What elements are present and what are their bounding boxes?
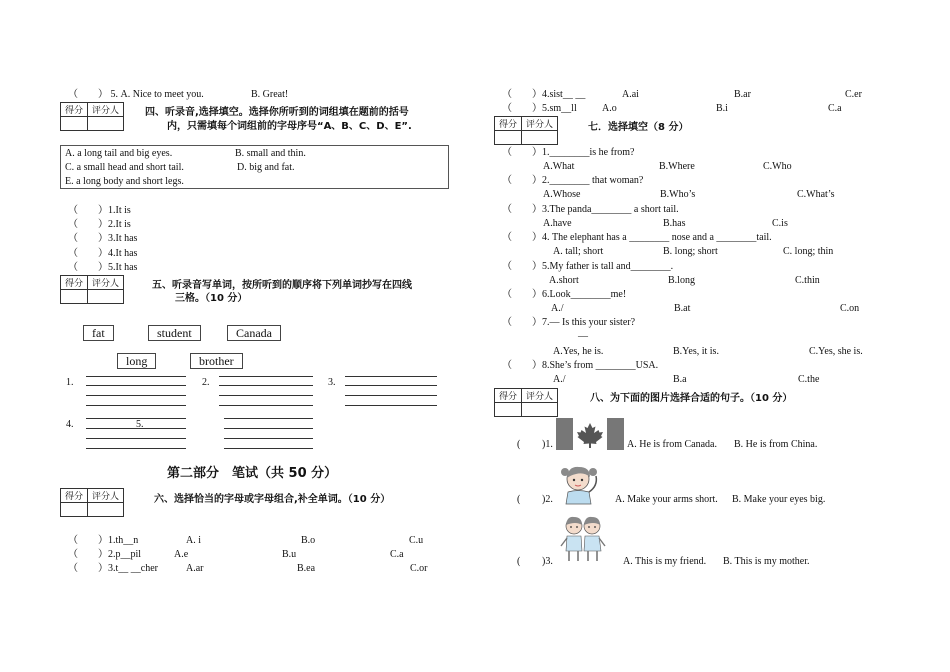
- part2-title: 第二部分 笔试（共 50 分）: [167, 466, 338, 481]
- blank-num: 3.: [328, 377, 336, 388]
- sec4-heading-line2: 内，只需填每个词组前的字母序号“A、B、C、D、E”.: [167, 121, 412, 132]
- sec7-item-c: C.Yes, she is.: [809, 346, 863, 357]
- grader-cell[interactable]: [522, 131, 558, 145]
- sec4-item: （ ）1.It is: [68, 205, 131, 216]
- sec6-item-q: （ ）4.sist__ __: [502, 89, 586, 100]
- sec7-item-q: （ ）5.My father is tall and________.: [502, 261, 674, 272]
- sec7-item-q: （ ）2.________ that woman?: [502, 175, 644, 186]
- score-box-sec7: 得分 评分人: [494, 116, 558, 145]
- grader-cell[interactable]: [88, 290, 124, 304]
- word-box: Canada: [227, 325, 281, 341]
- sec6-item-a: A.ar: [186, 563, 204, 574]
- sec6-item-b: B.ar: [734, 89, 751, 100]
- sec6-item-a: A. i: [186, 535, 201, 546]
- sec7-item-b: B.a: [673, 374, 687, 385]
- blank-num: 2.: [202, 377, 210, 388]
- sec7-item-c: C.thin: [795, 275, 820, 286]
- sec7-item-q: （ ）1.________is he from?: [502, 147, 635, 158]
- sec7-item-q: （ ）7.— Is this your sister?: [502, 317, 636, 328]
- sec7-item-q: （ ）6.Look________me!: [502, 289, 627, 300]
- grader-cell[interactable]: [522, 403, 558, 417]
- sec4-item: （ ）3.It has: [68, 233, 138, 244]
- canada-flag-icon: [556, 418, 624, 450]
- sec7-item-b: B.Where: [659, 161, 695, 172]
- sec8-heading: 八、为下面的图片选择合适的句子。（10 分）: [590, 393, 793, 404]
- sec6-item-q: （ ）1.th__n: [68, 535, 139, 546]
- score-cell[interactable]: [61, 117, 88, 131]
- sec7-item-c: C.Who: [763, 161, 792, 172]
- sec6-item-a: A.e: [174, 549, 189, 560]
- sec6-item-c: C.a: [828, 103, 842, 114]
- sec7-item-b: B.has: [663, 218, 686, 229]
- sec7-item-b: B. long; short: [663, 246, 718, 257]
- word-box: student: [148, 325, 201, 341]
- sec4-item: （ ）2.It is: [68, 219, 131, 230]
- sec7-item-c: C.on: [840, 303, 860, 314]
- q5-listen: （ ） 5. A. Nice to meet you.: [68, 89, 204, 100]
- answer-paren[interactable]: （ ）: [68, 89, 108, 100]
- sec4-option-c: C. a small head and short tail.: [65, 162, 184, 173]
- sec7-item-a: A.short: [549, 275, 579, 286]
- score-box-sec6: 得分 评分人: [60, 488, 124, 517]
- sec7-item-a: A. tall; short: [553, 246, 604, 257]
- score-box-sec5: 得分 评分人: [60, 275, 124, 304]
- sec7-item-b: B.Who’s: [660, 189, 696, 200]
- sec7-item-a: A.have: [543, 218, 572, 229]
- sec4-item: （ ）5.It has: [68, 262, 138, 273]
- sec8-paren[interactable]: (: [517, 439, 521, 450]
- sec8-num: )3.: [542, 556, 553, 567]
- score-box-sec4: [60, 102, 124, 131]
- sec7-item-b: B.long: [668, 275, 695, 286]
- sec7-item-a: A.What: [543, 161, 575, 172]
- score-cell[interactable]: [61, 290, 88, 304]
- sec7-item-q2: —: [578, 331, 588, 342]
- sec6-item-a: A.o: [602, 103, 617, 114]
- girl-illustration-icon: [556, 462, 606, 506]
- sec6-item-q: （ ）2.p__pil: [68, 549, 142, 560]
- sec8-num: )1.: [542, 439, 553, 450]
- sec7-item-q: （ ）4. The elephant has a ________ nose and a ________tail.: [502, 232, 772, 243]
- sec7-item-c: C. long; thin: [783, 246, 834, 257]
- sec6-item-c: C.u: [409, 535, 424, 546]
- sec5-heading-line1: 五、听录音写单词，按所听到的顺序将下列单词抄写在四线: [152, 280, 412, 291]
- sec7-item-a: A./: [551, 303, 564, 314]
- word-box: long: [117, 353, 156, 369]
- sec7-item-b: B.at: [674, 303, 691, 314]
- sec6-item-q: （ ）5.sm__ll: [502, 103, 577, 114]
- word-box: fat: [83, 325, 114, 341]
- sec7-item-a: A./: [553, 374, 566, 385]
- sec7-heading: 七．选择填空（8 分）: [588, 122, 689, 133]
- sec7-item-c: C.is: [772, 218, 788, 229]
- sec7-item-q: （ ）8.She’s from ________USA.: [502, 360, 659, 371]
- sec8-option-b: B. Make your eyes big.: [732, 494, 826, 505]
- sec8-paren[interactable]: (: [517, 556, 521, 567]
- grader-cell[interactable]: [88, 117, 124, 131]
- sec8-option-b: B. He is from China.: [734, 439, 818, 450]
- score-cell[interactable]: [495, 131, 522, 145]
- blank-num: 4.: [66, 419, 74, 430]
- sec4-heading-line1: 四、听录音,选择填空。选择你所听到的词组填在题前的括号: [145, 107, 409, 118]
- sec7-item-c: C.What’s: [797, 189, 835, 200]
- sec7-item-c: C.the: [798, 374, 820, 385]
- grader-label: 评分人: [88, 103, 124, 117]
- sec6-heading: 六、选择恰当的字母或字母组合,补全单词。（10 分）: [154, 494, 391, 505]
- score-cell[interactable]: [61, 503, 88, 517]
- two-friends-illustration-icon: [558, 513, 608, 565]
- sec8-option-a: A. He is from Canada.: [627, 439, 717, 450]
- sec7-item-a: A.Whose: [543, 189, 581, 200]
- sec8-paren[interactable]: (: [517, 494, 521, 505]
- sec8-option-a: A. Make your arms short.: [615, 494, 718, 505]
- sec8-option-a: A. This is my friend.: [623, 556, 707, 567]
- sec6-item-b: B.ea: [297, 563, 316, 574]
- sec8-num: )2.: [542, 494, 553, 505]
- sec6-item-b: B.u: [282, 549, 297, 560]
- sec4-option-e: E. a long body and short legs.: [65, 176, 184, 187]
- sec6-item-c: C.a: [390, 549, 404, 560]
- sec4-item: （ ）4.It has: [68, 248, 138, 259]
- sec8-option-b: B. This is my mother.: [723, 556, 810, 567]
- sec5-heading-line2: 三格。（10 分）: [175, 293, 248, 304]
- sec6-item-q: （ ）3.t__ __cher: [68, 563, 158, 574]
- q5-listen-option-b: B. Great!: [251, 89, 289, 100]
- word-box: brother: [190, 353, 243, 369]
- sec6-item-c: C.or: [410, 563, 428, 574]
- score-cell[interactable]: [495, 403, 522, 417]
- sec4-option-a: A. a long tail and big eyes.: [65, 148, 173, 159]
- sec6-item-b: B.o: [301, 535, 316, 546]
- sec4-option-b: B. small and thin.: [235, 148, 306, 159]
- score-label: 得分: [61, 103, 88, 117]
- sec6-item-b: B.i: [716, 103, 728, 114]
- sec6-item-c: C.er: [845, 89, 862, 100]
- sec7-item-b: B.Yes, it is.: [673, 346, 719, 357]
- blank-num: 1.: [66, 377, 74, 388]
- sec4-option-d: D. big and fat.: [237, 162, 295, 173]
- grader-cell[interactable]: [88, 503, 124, 517]
- sec7-item-a: A.Yes, he is.: [553, 346, 604, 357]
- sec7-item-q: （ ）3.The panda________ a short tail.: [502, 204, 679, 215]
- score-box-sec8: 得分 评分人: [494, 388, 558, 417]
- blank-num: 5.: [136, 419, 144, 430]
- sec6-item-a: A.ai: [622, 89, 639, 100]
